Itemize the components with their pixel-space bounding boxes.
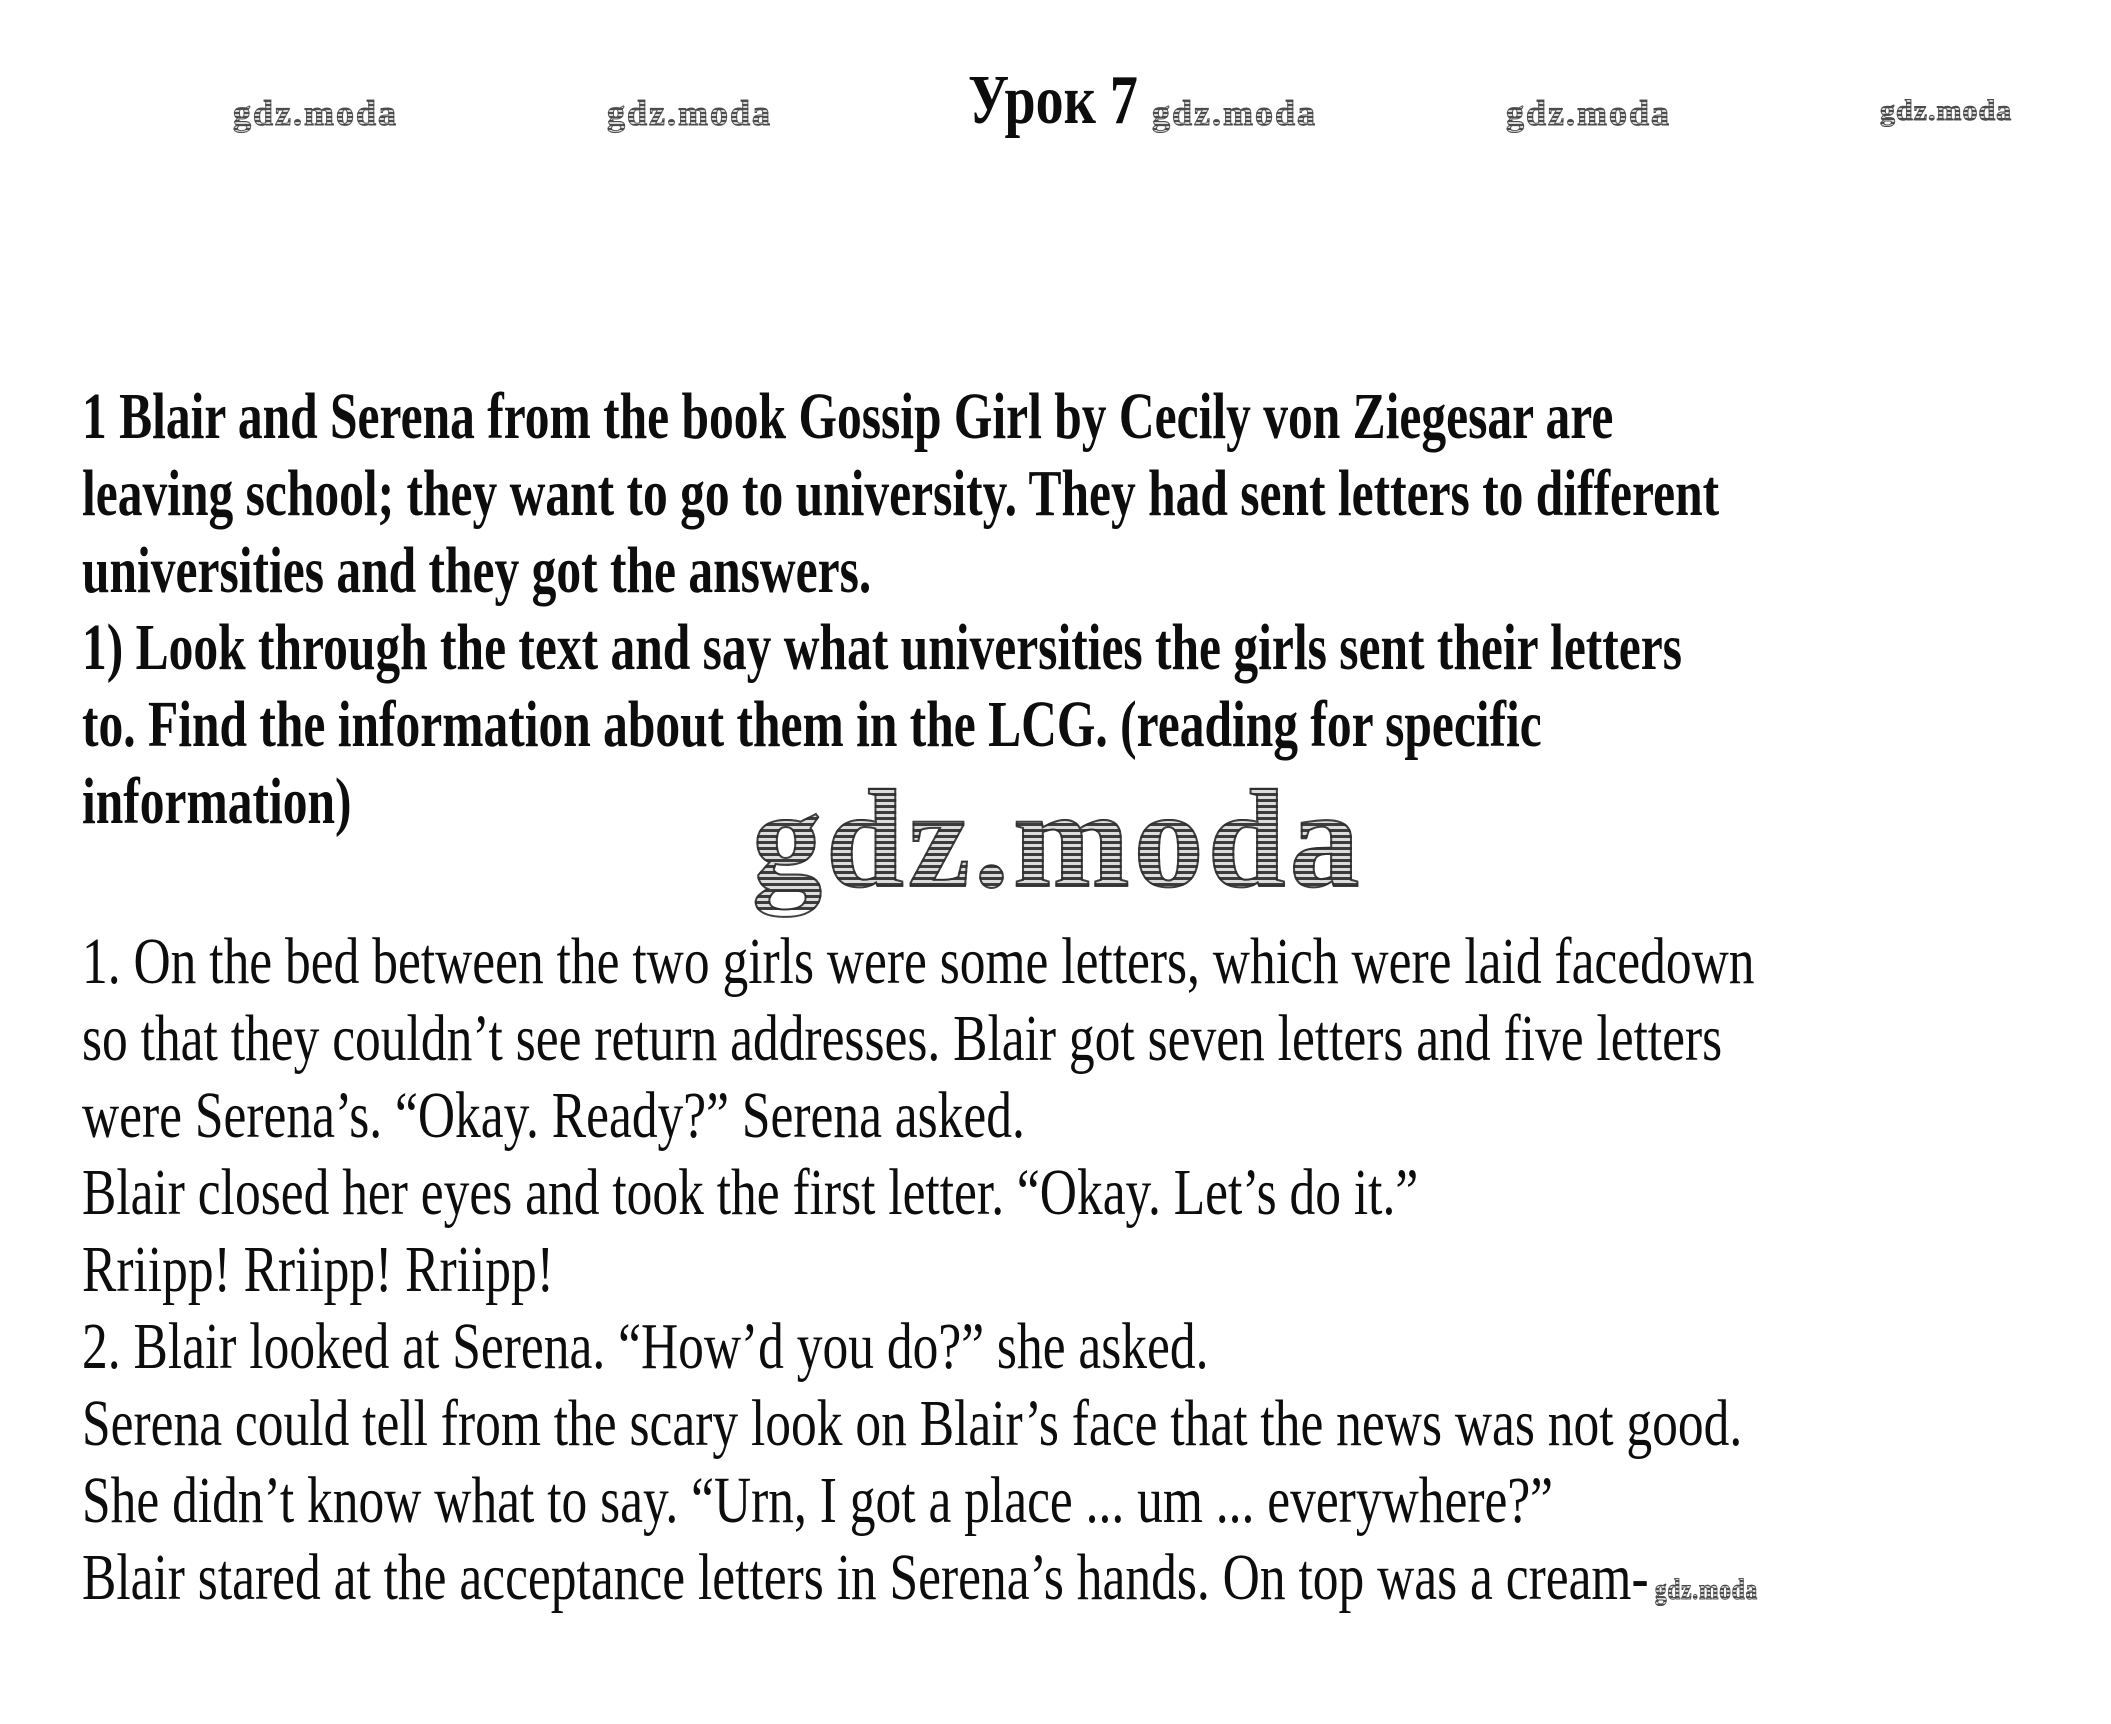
watermark: gdz.moda (1506, 93, 1672, 133)
task-line: 1) Look through the text and say what universities the girls sent their letters (82, 611, 1682, 684)
passage-line: 1. On the bed between the two girls were some letters, which were laid facedown (82, 925, 1755, 998)
task-line: leaving school; they want to go to university. They had sent letters to different (82, 457, 1720, 530)
watermark-large: gdz.moda (752, 762, 1364, 917)
passage-text: Blair stared at the acceptance letters in Serena’s hands. On top was a cream- (82, 1541, 1649, 1614)
passage-line: Blair closed her eyes and took the first letter. “Okay. Let’s do it.” (82, 1156, 1419, 1229)
passage-line: Serena could tell from the scary look on Blair’s face that the news was not good. (82, 1387, 1743, 1460)
watermark: gdz.moda (607, 93, 773, 133)
passage-line: She didn’t know what to say. “Urn, I got a place ... um ... everywhere?” (82, 1464, 1554, 1537)
reading-passage (82, 923, 2111, 1616)
watermark: gdz.moda (1654, 1573, 1758, 1606)
passage-line (82, 1539, 1758, 1616)
watermark: gdz.moda (233, 93, 399, 133)
task-line: 1 Blair and Serena from the book Gossip Girl by Cecily von Ziegesar are (82, 380, 1614, 453)
watermark: gdz.moda (1880, 94, 2013, 127)
passage-line: so that they couldn’t see return addresses. Blair got seven letters and five letters (82, 1002, 1723, 1075)
passage-line: were Serena’s. “Okay. Ready?” Serena asked. (82, 1079, 1025, 1152)
watermark: gdz.moda (1152, 93, 1318, 133)
task-line: universities and they got the answers. (82, 534, 872, 607)
passage-line: Rriipp! Rriipp! Rriipp! (82, 1233, 554, 1306)
task-line: information) (82, 765, 352, 838)
passage-line: 2. Blair looked at Serena. “How’d you do?” she asked. (82, 1310, 1209, 1383)
page-title: Урок 7 (968, 62, 1138, 139)
task-line: to. Find the information about them in the LCG. (reading for specific (82, 688, 1542, 761)
